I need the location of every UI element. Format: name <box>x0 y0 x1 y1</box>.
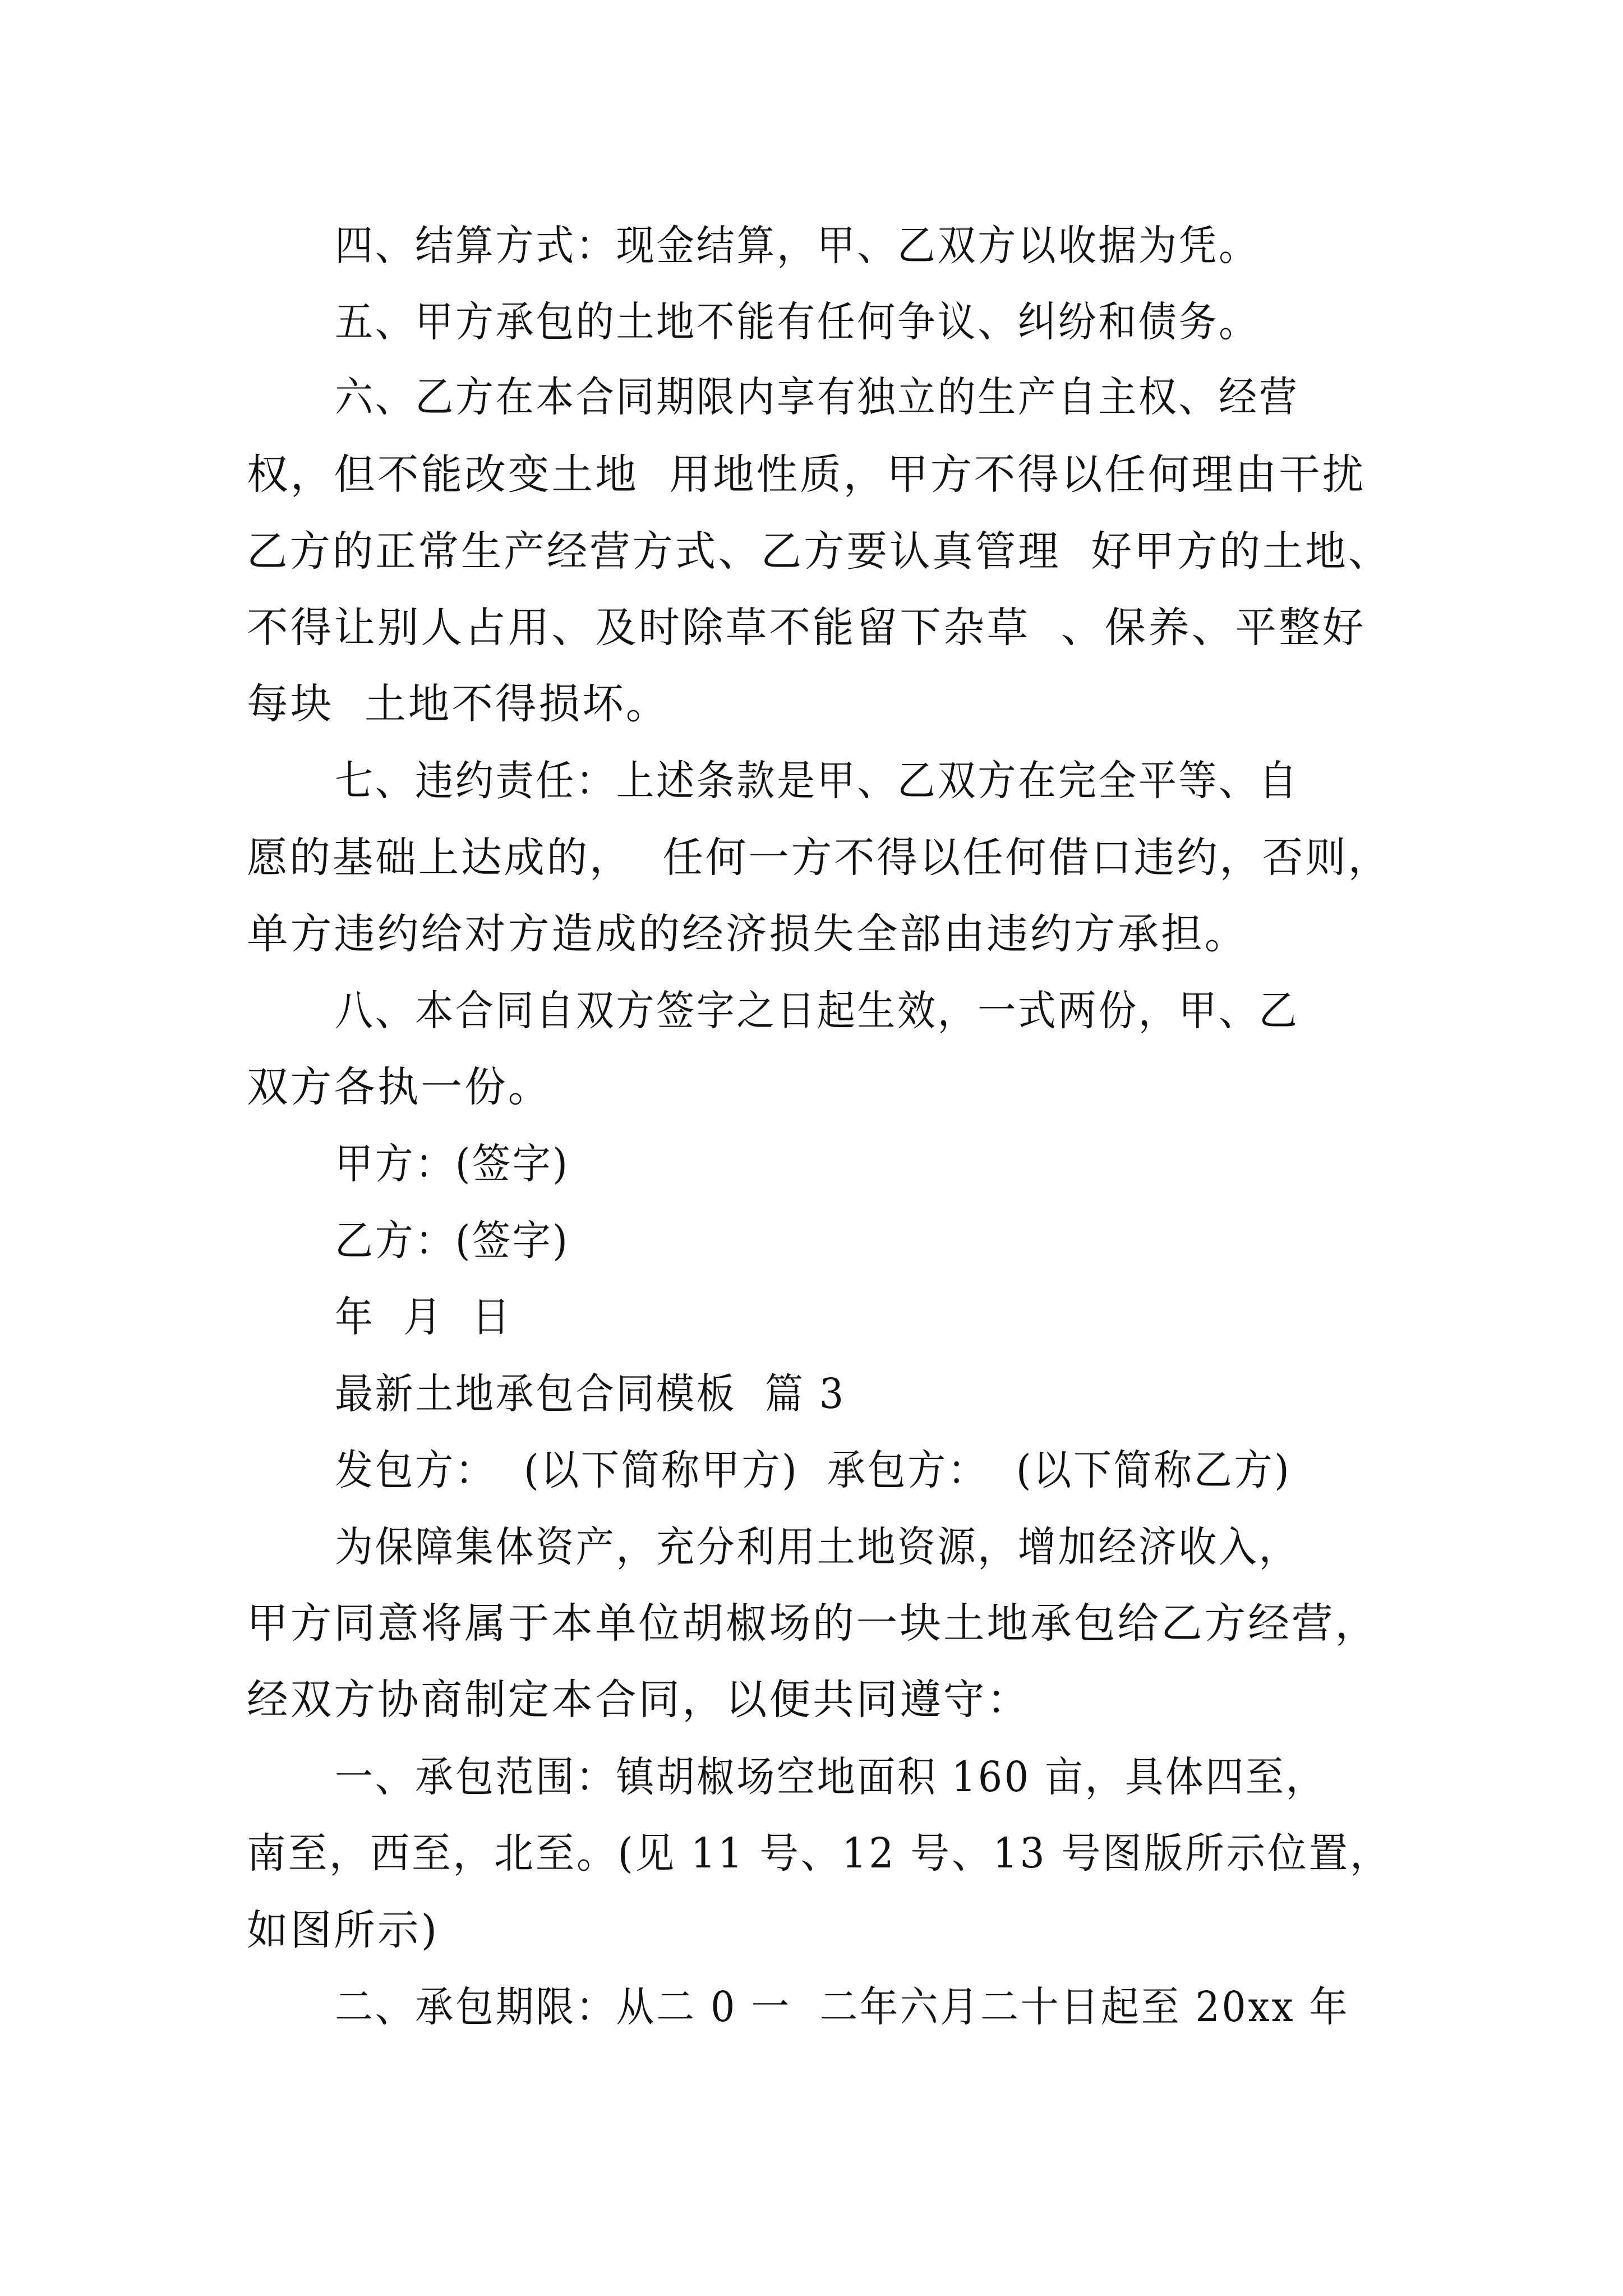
paragraph-8-line-2: 双方各执一份。 <box>247 1063 552 1111</box>
parties-line: 发包方： (以下简称甲方) 承包方： (以下简称乙方) <box>335 1446 1292 1494</box>
paragraph-5-no-dispute: 五、甲方承包的土地不能有任何争议、纠纷和债务。 <box>335 298 1259 346</box>
paragraph-7-line-1: 七、违约责任：上述条款是甲、乙双方在完全平等、自 <box>335 757 1299 805</box>
paragraph-8-line-1: 八、本合同自双方签字之日起生效，一式两份，甲、乙 <box>335 987 1299 1035</box>
preamble-line-2: 甲方同意将属于本单位胡椒场的一块土地承包给乙方经营， <box>247 1599 1379 1648</box>
party-a-signature: 甲方：(签字) <box>335 1140 570 1188</box>
paragraph-6-line-1: 六、乙方在本合同期限内享有独立的生产自主权、经营 <box>335 373 1299 421</box>
clause-1-line-1: 一、承包范围：镇胡椒场空地面积 160 亩，具体四至， <box>335 1753 1326 1801</box>
section-heading: 最新土地承包合同模板 篇 3 <box>335 1370 846 1418</box>
paragraph-7-line-3: 单方违约给对方造成的经济损失全部由违约方承担。 <box>247 910 1248 958</box>
clause-1-line-2: 南至，西至，北至。(见 11 号、12 号、13 号图版所示位置， <box>247 1829 1391 1878</box>
paragraph-7-line-2: 愿的基础上达成的， 任何一方不得以任何借口违约，否则， <box>247 834 1391 882</box>
paragraph-6-line-3: 乙方的正常生产经营方式、乙方要认真管理 好甲方的土地、 <box>247 527 1391 576</box>
preamble-line-3: 经双方协商制定本合同，以便共同遵守： <box>247 1676 1031 1724</box>
party-b-signature: 乙方：(签字) <box>335 1217 570 1265</box>
clause-2-line-1: 二、承包期限：从二 0 一 二年六月二十日起至 20xx 年 <box>335 1983 1350 2031</box>
paragraph-6-line-2: 权，但不能改变土地 用地性质，甲方不得以任何理由干扰 <box>247 450 1366 499</box>
paragraph-4-settlement: 四、结算方式：现金结算，甲、乙双方以收据为凭。 <box>335 222 1259 270</box>
preamble-line-1: 为保障集体资产，充分利用土地资源，增加经济收入， <box>335 1523 1299 1571</box>
paragraph-6-line-5: 每块 土地不得损坏。 <box>247 680 670 728</box>
paragraph-6-line-4: 不得让别人占用、及时除草不能留下杂草 、保养、平整好 <box>247 604 1366 652</box>
signature-date: 年 月 日 <box>335 1293 513 1341</box>
clause-1-line-3: 如图所示) <box>247 1906 440 1954</box>
